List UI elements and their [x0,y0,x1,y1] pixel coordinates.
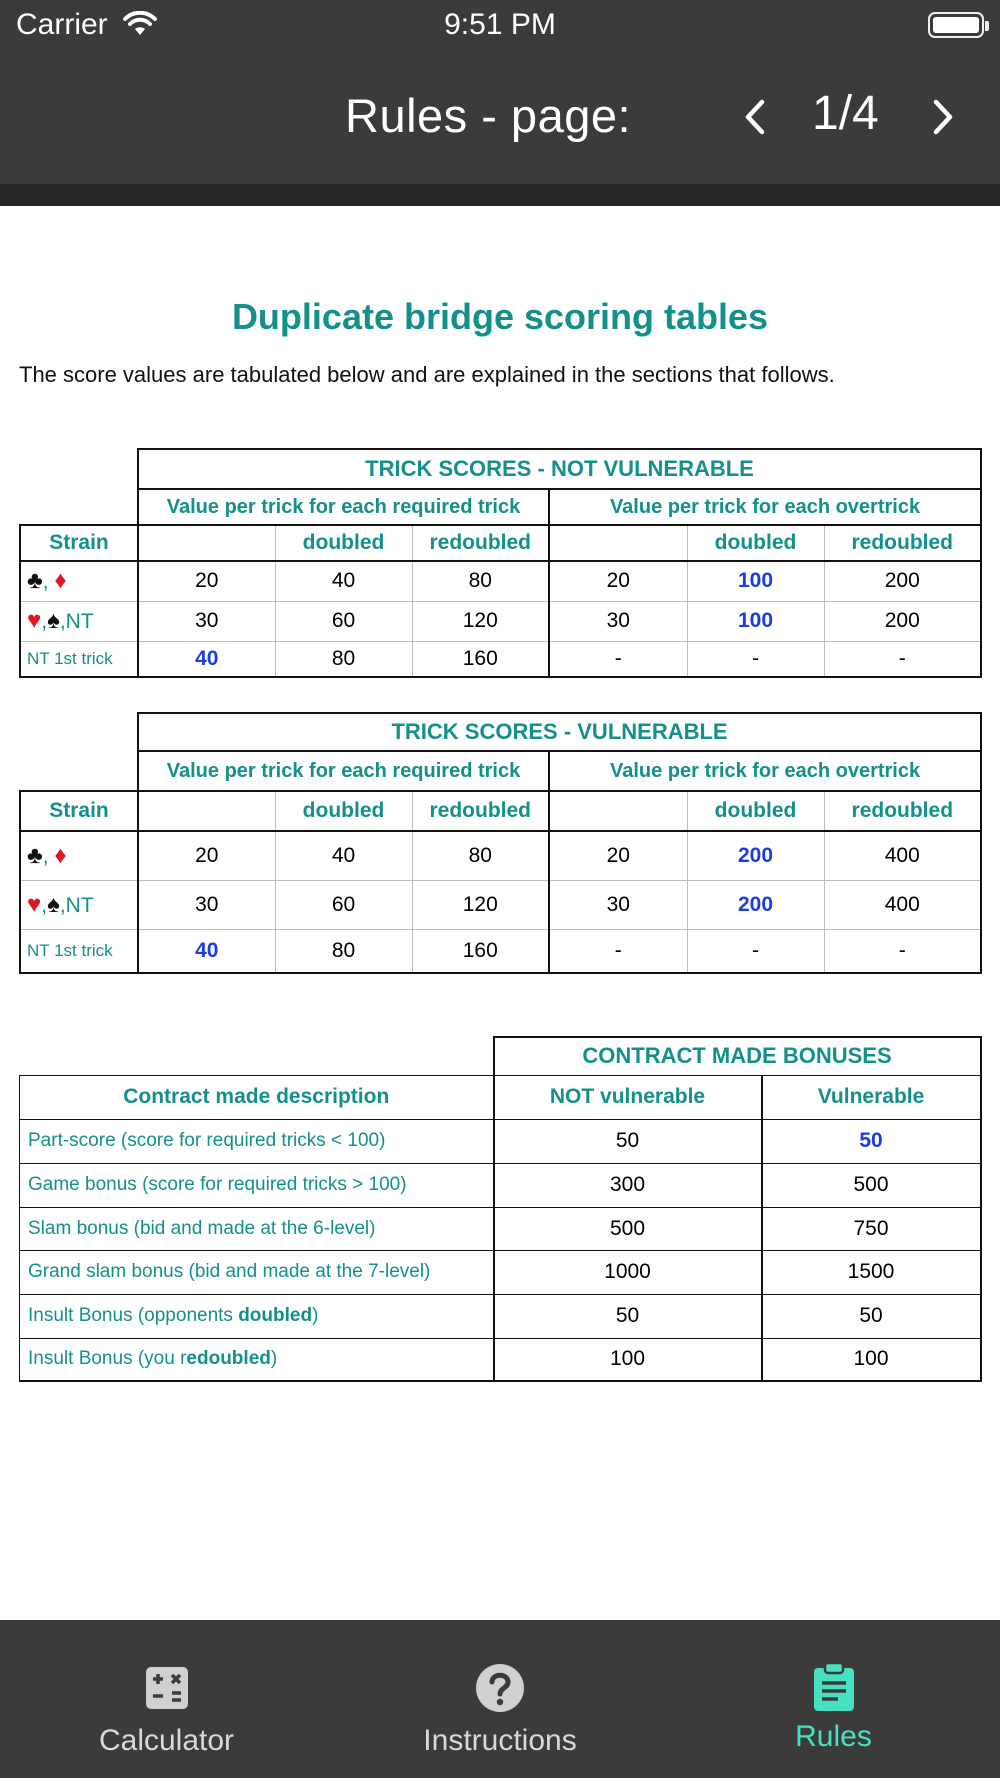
heart-icon: ♥ [27,607,42,634]
table-cell: 40 [275,561,412,601]
strain-clubs-diamonds: ♣, ♦ [20,831,138,880]
table-cell: 80 [275,641,412,677]
table-row [20,1338,981,1381]
table-cell: 80 [412,561,549,601]
table-cell: 100 [687,601,824,641]
table-cell: 400 [824,831,981,880]
contract-bonus-table [19,1036,982,1382]
strain-nt-first-trick: NT 1st trick [20,641,138,677]
table-row [20,1207,981,1250]
table-cell: 30 [549,880,687,929]
not-vulnerable-header: NOT vulnerable [494,1075,762,1119]
column-header [138,525,275,561]
table-row [20,929,981,973]
table-caption: CONTRACT MADE BONUSES [494,1037,981,1075]
table-cell: 50 [494,1119,762,1163]
bonus-description: Grand slam bonus (bid and made at the 7-level) [20,1250,494,1294]
chevron-left-icon[interactable] [742,98,768,136]
table-cell: - [687,641,824,677]
table-cell: 30 [138,880,275,929]
nav-divider [0,184,1000,206]
table-cell: 500 [762,1163,981,1207]
strain-clubs-diamonds: ♣, ♦ [20,561,138,601]
required-trick-header: Value per trick for each required trick [138,751,549,791]
table-cell: 160 [412,641,549,677]
table-cell: 20 [549,561,687,601]
tab-bar [0,1620,1000,1778]
carrier-label: Carrier [16,8,108,41]
table-row [20,1250,981,1294]
table-cell: - [549,929,687,973]
table-cell: 400 [824,880,981,929]
table-cell: 1500 [762,1250,981,1294]
table-cell: 40 [138,641,275,677]
table-cell: 750 [762,1207,981,1250]
table-cell: 30 [138,601,275,641]
table-cell: 80 [275,929,412,973]
table-cell: 20 [138,831,275,880]
table-row [20,601,981,641]
table-cell: - [549,641,687,677]
column-header [549,525,687,561]
table-cell: - [824,929,981,973]
clipboard-icon [812,1662,856,1712]
page-title: Rules - page: [345,89,632,142]
table-cell: 60 [275,880,412,929]
nav-bar [0,50,1000,184]
chevron-right-icon[interactable] [930,98,956,136]
status-bar [0,0,1000,50]
strain-hearts-spades-nt: ♥,♠,NT [20,601,138,641]
trick-table-vulnerable [19,712,982,974]
spade-icon: ♠ [47,890,60,918]
column-header-doubled: doubled [687,525,824,561]
table-row [20,641,981,677]
table-cell: 500 [494,1207,762,1250]
bonus-description: Insult Bonus (you redoubled) [20,1338,494,1381]
strain-header: Strain [20,525,138,561]
table-row [20,1294,981,1338]
rules-document[interactable] [0,206,1000,1620]
table-cell: 80 [412,831,549,880]
column-header-redoubled: redoubled [412,791,549,831]
document-title: Duplicate bridge scoring tables [231,296,769,337]
club-icon: ♣ [27,841,43,869]
table-cell: 30 [549,601,687,641]
bonus-description: Insult Bonus (opponents doubled) [20,1294,494,1338]
column-header-redoubled: redoubled [824,791,981,831]
strain-hearts-spades-nt: ♥,♠,NT [20,880,138,929]
vulnerable-header: Vulnerable [762,1075,981,1119]
table-cell: 200 [687,880,824,929]
table-cell: 50 [762,1294,981,1338]
diamond-icon: ♦ [54,567,67,595]
table-cell: 200 [824,601,981,641]
table-cell: 100 [687,561,824,601]
table-cell: 1000 [494,1250,762,1294]
table-cell: 50 [494,1294,762,1338]
strain-nt-first-trick: NT 1st trick [20,929,138,973]
table-cell: - [687,929,824,973]
column-header-redoubled: redoubled [824,525,981,561]
table-cell: 20 [138,561,275,601]
table-cell: 50 [762,1119,981,1163]
battery-icon [928,12,984,38]
heart-icon: ♥ [27,890,42,918]
clock: 9:51 PM [444,8,556,41]
table-cell: 100 [494,1338,762,1381]
table-cell: 100 [762,1338,981,1381]
table-cell: 200 [824,561,981,601]
table-caption: TRICK SCORES - VULNERABLE [138,713,981,751]
column-header-doubled: doubled [275,525,412,561]
table-cell: 20 [549,831,687,880]
strain-header: Strain [20,791,138,831]
tab-instructions[interactable] [333,1620,667,1778]
column-header-doubled: doubled [275,791,412,831]
tab-label: Calculator [98,1724,235,1757]
club-icon: ♣ [27,567,43,595]
bonus-description: Part-score (score for required tricks < 100) [20,1119,494,1163]
table-row [20,831,981,880]
spade-icon: ♠ [47,607,60,634]
page-indicator: 1/4 [812,87,879,140]
table-cell: 40 [275,831,412,880]
column-header-doubled: doubled [687,791,824,831]
required-trick-header: Value per trick for each required trick [138,489,549,525]
bonus-description: Game bonus (score for required tricks > 100) [20,1163,494,1207]
diamond-icon: ♦ [54,841,67,869]
question-circle-icon [475,1663,525,1713]
table-cell: 60 [275,601,412,641]
column-header [549,791,687,831]
overtrick-header: Value per trick for each overtrick [549,751,981,791]
tab-rules[interactable] [667,1620,1000,1778]
document-intro: The score values are tabulated below and are explained in the sections that follows. [19,362,835,387]
tab-label: Rules [795,1720,872,1753]
table-row [20,561,981,601]
table-cell: - [824,641,981,677]
overtrick-header: Value per trick for each overtrick [549,489,981,525]
table-cell: 120 [412,880,549,929]
table-row [20,1119,981,1163]
table-cell: 40 [138,929,275,973]
table-cell: 120 [412,601,549,641]
table-row [20,1163,981,1207]
description-header: Contract made description [20,1075,494,1119]
trick-table-not-vulnerable [19,448,982,678]
table-row [20,880,981,929]
calculator-icon [144,1666,190,1710]
column-header [138,791,275,831]
table-caption: TRICK SCORES - NOT VULNERABLE [138,449,981,489]
tab-label: Instructions [423,1724,577,1757]
tab-calculator[interactable] [0,1620,333,1778]
table-cell: 200 [687,831,824,880]
column-header-redoubled: redoubled [412,525,549,561]
table-cell: 300 [494,1163,762,1207]
table-cell: 160 [412,929,549,973]
bonus-description: Slam bonus (bid and made at the 6-level) [20,1207,494,1250]
